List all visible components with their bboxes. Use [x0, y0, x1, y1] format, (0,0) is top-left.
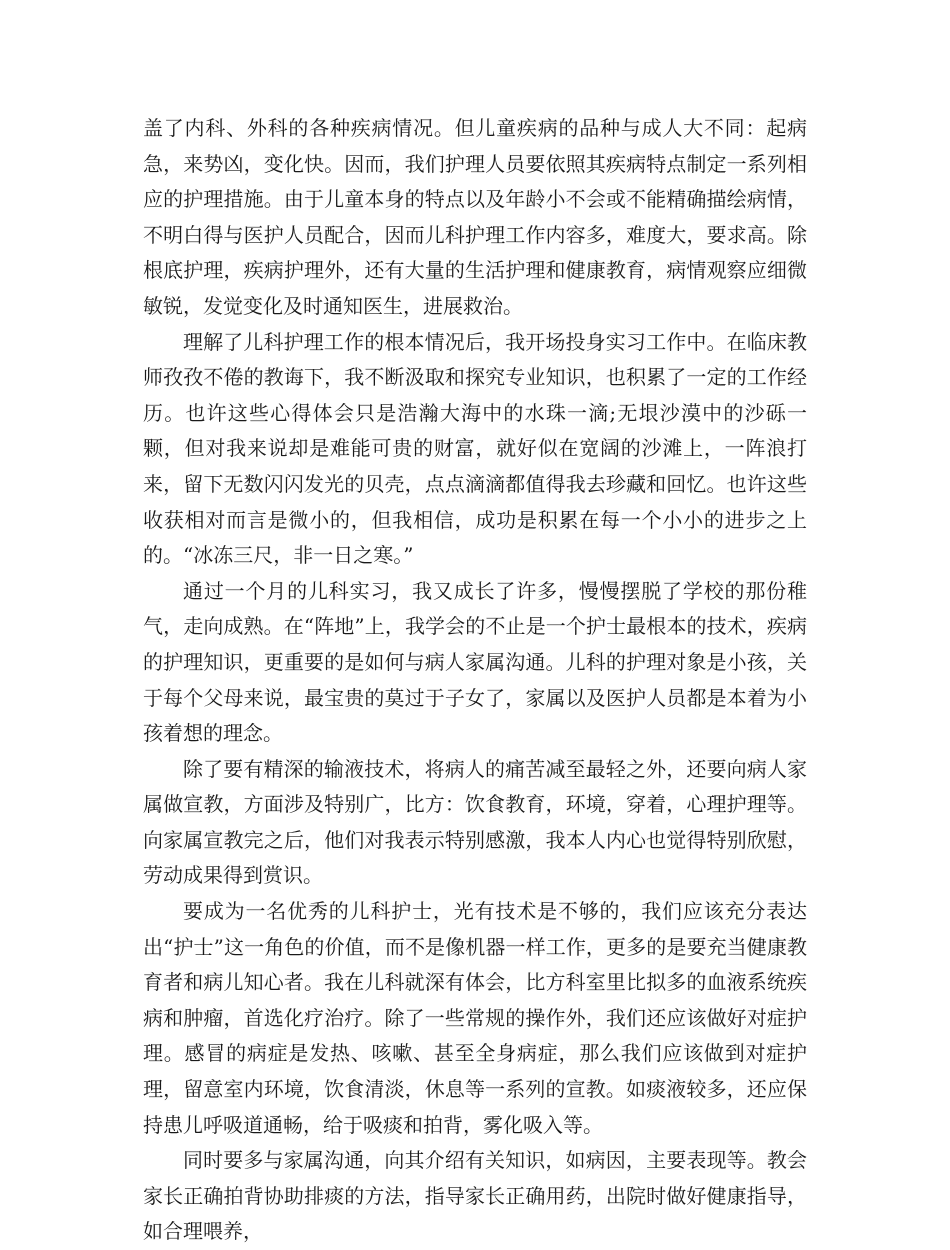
document-body	[143, 111, 807, 1250]
paragraph-6: 同时要多与家属沟通，向其介绍有关知识，如病因，主要表现等。教会家长正确拍背协助排痰的方法，指导家长正确用药，出院时做好健康指导，如合理喂养，	[143, 1148, 807, 1244]
paragraph-5: 要成为一名优秀的儿科护士，光有技术是不够的，我们应该充分表达出“护士”这一角色的价值，而不是像机器一样工作，更多的是要充当健康教育者和病儿知心者。我在儿科就深有体会，比方科室里比拟多的血液系统疾病和肿瘤，首选化疗治疗。除了一些常规的操作外，我们还应该做好对症护理。感冒的病症是发热、咳嗽、甚至全身病症，那么我们应该做到对症护理，留意室内环境，饮食清淡，休息等一系列的宣教。如痰液较多，还应保持患儿呼吸道通畅，给于吸痰和拍背，雾化吸入等。	[143, 899, 807, 1137]
paragraph-2: 理解了儿科护理工作的根本情况后，我开场投身实习工作中。在临床教师孜孜不倦的教诲下，我不断汲取和探究专业知识，也积累了一定的工作经历。也许这些心得体会只是浩瀚大海中的水珠一滴;无垠沙漠中的沙砾一颗，但对我来说却是难能可贵的财富，就好似在宽阔的沙滩上，一阵浪打来，留下无数闪闪发光的贝壳，点点滴滴都值得我去珍藏和回忆。也许这些收获相对而言是微小的，但我相信，成功是积累在每一个小小的进步之上的。“冰冻三尺，非一日之寒。”	[143, 329, 807, 568]
paragraph-4: 除了要有精深的输液技术，将病人的痛苦减至最轻之外，还要向病人家属做宣教，方面涉及特别广，比方：饮食教育，环境，穿着，心理护理等。向家属宣教完之后，他们对我表示特别感激，我本人内心也觉得特别欣慰，劳动成果得到赏识。	[143, 756, 807, 888]
paragraph-3: 通过一个月的儿科实习，我又成长了许多，慢慢摆脱了学校的那份稚气，走向成熟。在“阵地”上，我学会的不止是一个护士最根本的技术，疾病的护理知识，更重要的是如何与病人家属沟通。儿科的护理对象是小孩，关于每个父母来说，最宝贵的莫过于子女了，家属以及医护人员都是本着为小孩着想的理念。	[143, 578, 807, 746]
paragraph-1: 盖了内科、外科的各种疾病情况。但儿童疾病的品种与成人大不同：起病急，来势凶，变化快。因而，我们护理人员要依照其疾病特点制定一系列相应的护理措施。由于儿童本身的特点以及年龄小不会或不能精确描绘病情，不明白得与医护人员配合，因而儿科护理工作内容多，难度大，要求高。除根底护理，疾病护理外，还有大量的生活护理和健康教育，病情观察应细微敏锐，发觉变化及时通知医生，进展救治。	[143, 116, 807, 318]
